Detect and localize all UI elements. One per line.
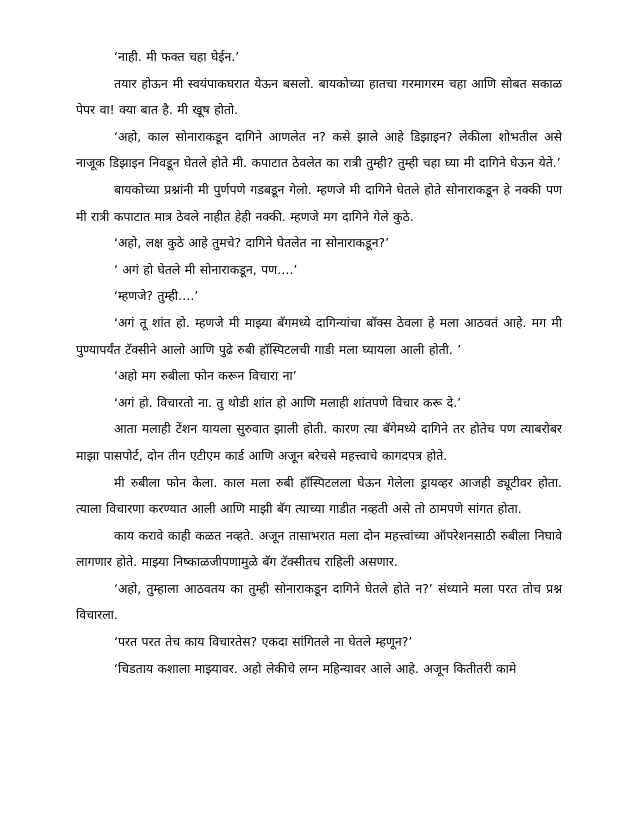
paragraph: तयार होऊन मी स्वयंपाकघरात येऊन बसलो. बायकोच्या हातचा गरमागरम चहा आणि सोबत सकाळ पेपर वा! क्या बात है. मी खूष होतो. [76, 75, 562, 118]
paragraph: बायकोच्या प्रश्नांनी मी पुर्णपणे गडबडून गेलो. म्हणजे मी दागिने घेतले होते सोनाराकडून हे नक्की पण मी रात्री कपाटात मात्र ठेवले नाहीत हेही नक्की. म्हणजे मग दागिने गेले कुठे. [76, 181, 562, 224]
paragraph: ‘अगं हो. विचारतो ना. तु थोडी शांत हो आणि मलाही शांतपणे विचार करू दे.’ [114, 394, 462, 410]
paragraph: आता मलाही टेंशन यायला सुरुवात झाली होती. कारण त्या बॅगेमध्ये दागिने तर होतेच पण त्याबरोबर माझा पासपोर्ट, दोन तीन एटीएम कार्ड आणि अजून बरेचसे महत्त्वाचे कागदपत्र होते. [76, 421, 562, 463]
paragraph: काय करावे काही कळत नव्हते. अजून तासाभरात मला दोन महत्त्वांच्या ऑपरेशनसाठी रुबीला निघावे लागणार होते. माझ्या निष्काळजीपणामुळे बॅग टॅक्सीतच राहिली असणार. [76, 527, 562, 570]
paragraph: ‘अहो, लक्ष कुठे आहे तुमचे? दागिने घेतलेत ना सोनाराकडून?’ [114, 235, 390, 251]
paragraph: ‘नाही. मी फक्त चहा घेईन.’ [114, 49, 240, 64]
paragraph: ‘अगं तू शांत हो. म्हणजे मी माझ्या बॅगमध्ये दागिन्यांचा बॉक्स ठेवला हे मला आठवतं आहे. मग मी पुण्यापर्यंत टॅक्सीने आलो आणि पुढे रुबी हॉस्पिटलची गाडी मला घ्यायला आली होती. ’ [76, 314, 562, 357]
paragraph: ‘म्हणजे? तुम्ही….’ [114, 288, 199, 304]
paragraph: ‘चिडताय कशाला माझ्यावर. अहो लेकीचे लग्न महिन्यावर आले आहे. अजून कितीतरी कामे [114, 660, 517, 676]
paragraph: ‘अहो, काल सोनाराकडून दागिने आणलेत न? कसे झाले आहे डिझाइन? लेकीला शोभतील असे नाजूक डिझाइन निवडून घेतले होते मी. कपाटात ठेवलेत का रात्री तुम्ही? तुम्ही चहा घ्या मी दागिने घेऊन येते.’ [76, 128, 562, 171]
paragraph: ‘ अगं हो घेतले मी सोनाराकडून, पण….’ [114, 261, 298, 277]
paragraph: ‘अहो, तुम्हाला आठवतय का तुम्ही सोनाराकडून दागिने घेतले होते न?’ संध्याने मला परत तोच प्रश्न विचारला. [76, 580, 562, 623]
paragraph: मी रुबीला फोन केला. काल मला रुबी हॉस्पिटलला घेऊन गेलेला ड्रायव्हर आजही ड्यूटीवर होता. त्याला विचारणा करण्यात आली आणि माझी बॅग त्याच्या गाडीत नव्हती असे तो ठामपणे सांगत होता. [76, 474, 562, 517]
paragraph: ‘अहो मग रुबीला फोन करून विचारा ना’ [114, 368, 297, 384]
paragraph: ‘परत परत तेच काय विचारतेस? एकदा सांगितले ना घेतले म्हणून?’ [114, 634, 413, 650]
